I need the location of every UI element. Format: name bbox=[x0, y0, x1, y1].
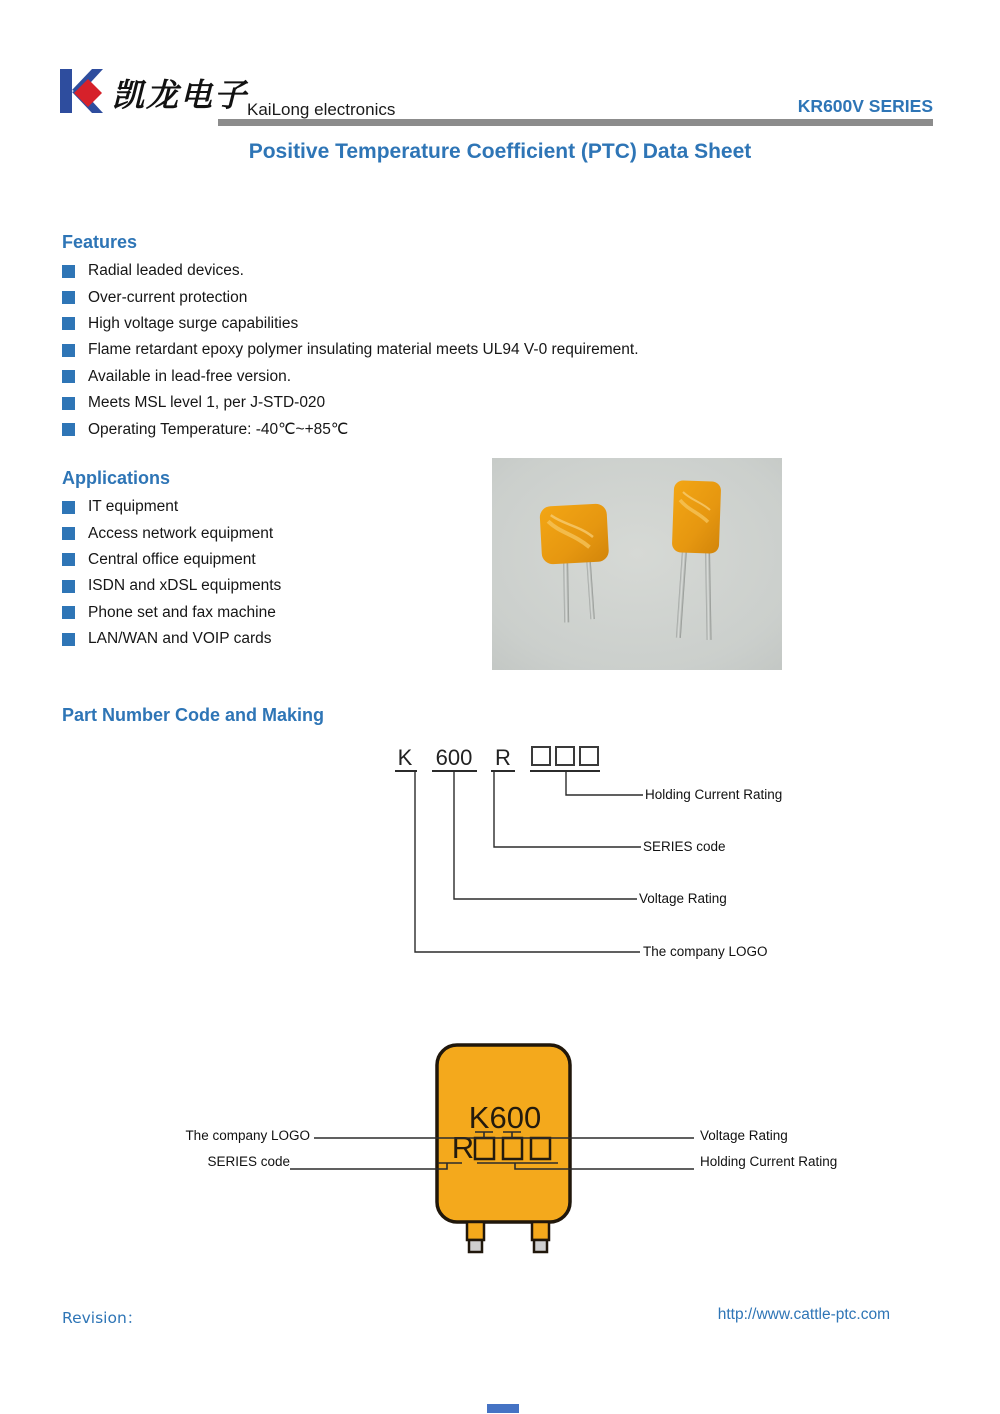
marking-label-holding-current: Holding Current Rating bbox=[700, 1154, 838, 1169]
applications-list bbox=[62, 494, 281, 652]
feature-text: Operating Temperature: -40℃~+85℃ bbox=[88, 421, 349, 439]
part-number-heading: Part Number Code and Making bbox=[62, 705, 325, 725]
bullet-square-icon bbox=[62, 397, 75, 410]
revision-label: Revision： bbox=[62, 1309, 143, 1327]
feature-text: Flame retardant epoxy polymer insulating material meets UL94 V-0 requirement. bbox=[88, 341, 639, 359]
bullet-square-icon bbox=[62, 501, 75, 514]
label-company-logo: The company LOGO bbox=[643, 944, 768, 959]
series-name: KR600V SERIES bbox=[797, 96, 933, 116]
feature-item bbox=[62, 390, 639, 416]
logo-red-diamond bbox=[74, 79, 102, 107]
bullet-square-icon bbox=[62, 265, 75, 278]
device-leads bbox=[467, 1222, 549, 1252]
logo-k-bar bbox=[60, 69, 72, 113]
bullet-square-icon bbox=[62, 606, 75, 619]
bullet-square-icon bbox=[62, 580, 75, 593]
application-item bbox=[62, 520, 281, 546]
feature-text: Available in lead-free version. bbox=[88, 367, 292, 385]
code-digit-box bbox=[580, 747, 598, 765]
bullet-square-icon bbox=[62, 423, 75, 436]
applications-heading: Applications bbox=[62, 468, 171, 488]
feature-item bbox=[62, 258, 639, 284]
application-item bbox=[62, 547, 281, 573]
company-name-chinese: 凯龙电子 bbox=[112, 76, 249, 114]
application-text: IT equipment bbox=[88, 498, 179, 516]
marking-top-text: K600 bbox=[468, 1100, 542, 1135]
application-item bbox=[62, 494, 281, 520]
features-heading: Features bbox=[62, 232, 138, 252]
features-list bbox=[62, 258, 639, 443]
application-text: ISDN and xDSL equipments bbox=[88, 577, 282, 595]
marking-label-voltage-rating: Voltage Rating bbox=[700, 1128, 788, 1143]
bullet-square-icon bbox=[62, 527, 75, 540]
label-voltage-rating: Voltage Rating bbox=[639, 891, 727, 906]
page-bottom-mark bbox=[487, 1404, 519, 1413]
product-photo bbox=[492, 458, 782, 670]
feature-item bbox=[62, 364, 639, 390]
bullet-square-icon bbox=[62, 370, 75, 383]
code-series-letter: R bbox=[495, 745, 511, 770]
application-item bbox=[62, 600, 281, 626]
feature-text: High voltage surge capabilities bbox=[88, 314, 299, 332]
marking-label-series-code: SERIES code bbox=[207, 1154, 290, 1169]
application-text: Phone set and fax machine bbox=[88, 603, 276, 621]
feature-item bbox=[62, 416, 639, 442]
marking-label-company-logo: The company LOGO bbox=[185, 1128, 310, 1143]
label-holding-current: Holding Current Rating bbox=[645, 787, 783, 802]
website-link[interactable]: http://www.cattle-ptc.com bbox=[717, 1306, 890, 1323]
bullet-square-icon bbox=[62, 633, 75, 646]
header-divider bbox=[218, 119, 933, 126]
bullet-square-icon bbox=[62, 291, 75, 304]
kailong-logo-icon bbox=[58, 66, 104, 116]
company-name-english: KaiLong electronics bbox=[247, 100, 396, 119]
feature-text: Over-current protection bbox=[88, 288, 248, 306]
feature-item bbox=[62, 311, 639, 337]
label-series-code: SERIES code bbox=[643, 839, 726, 854]
page-title: Positive Temperature Coefficient (PTC) Data Sheet bbox=[248, 140, 752, 163]
feature-text: Meets MSL level 1, per J-STD-020 bbox=[88, 394, 326, 412]
bullet-square-icon bbox=[62, 344, 75, 357]
application-item bbox=[62, 626, 281, 652]
feature-text: Radial leaded devices. bbox=[88, 262, 244, 280]
application-text: LAN/WAN and VOIP cards bbox=[88, 630, 272, 648]
application-item bbox=[62, 573, 281, 599]
bullet-square-icon bbox=[62, 553, 75, 566]
device-marking-diagram bbox=[170, 1040, 870, 1255]
code-logo-letter: K bbox=[397, 745, 413, 770]
marking-series-letter: R bbox=[451, 1130, 475, 1165]
code-digit-box bbox=[532, 747, 550, 765]
code-voltage-number: 600 bbox=[435, 745, 473, 770]
application-text: Central office equipment bbox=[88, 550, 256, 568]
part-number-diagram bbox=[390, 738, 810, 968]
code-digit-box bbox=[556, 747, 574, 765]
feature-item bbox=[62, 284, 639, 310]
photo-background bbox=[492, 458, 782, 670]
bullet-square-icon bbox=[62, 317, 75, 330]
application-text: Access network equipment bbox=[88, 524, 274, 542]
feature-item bbox=[62, 337, 639, 363]
code-leader-lines bbox=[415, 771, 643, 952]
